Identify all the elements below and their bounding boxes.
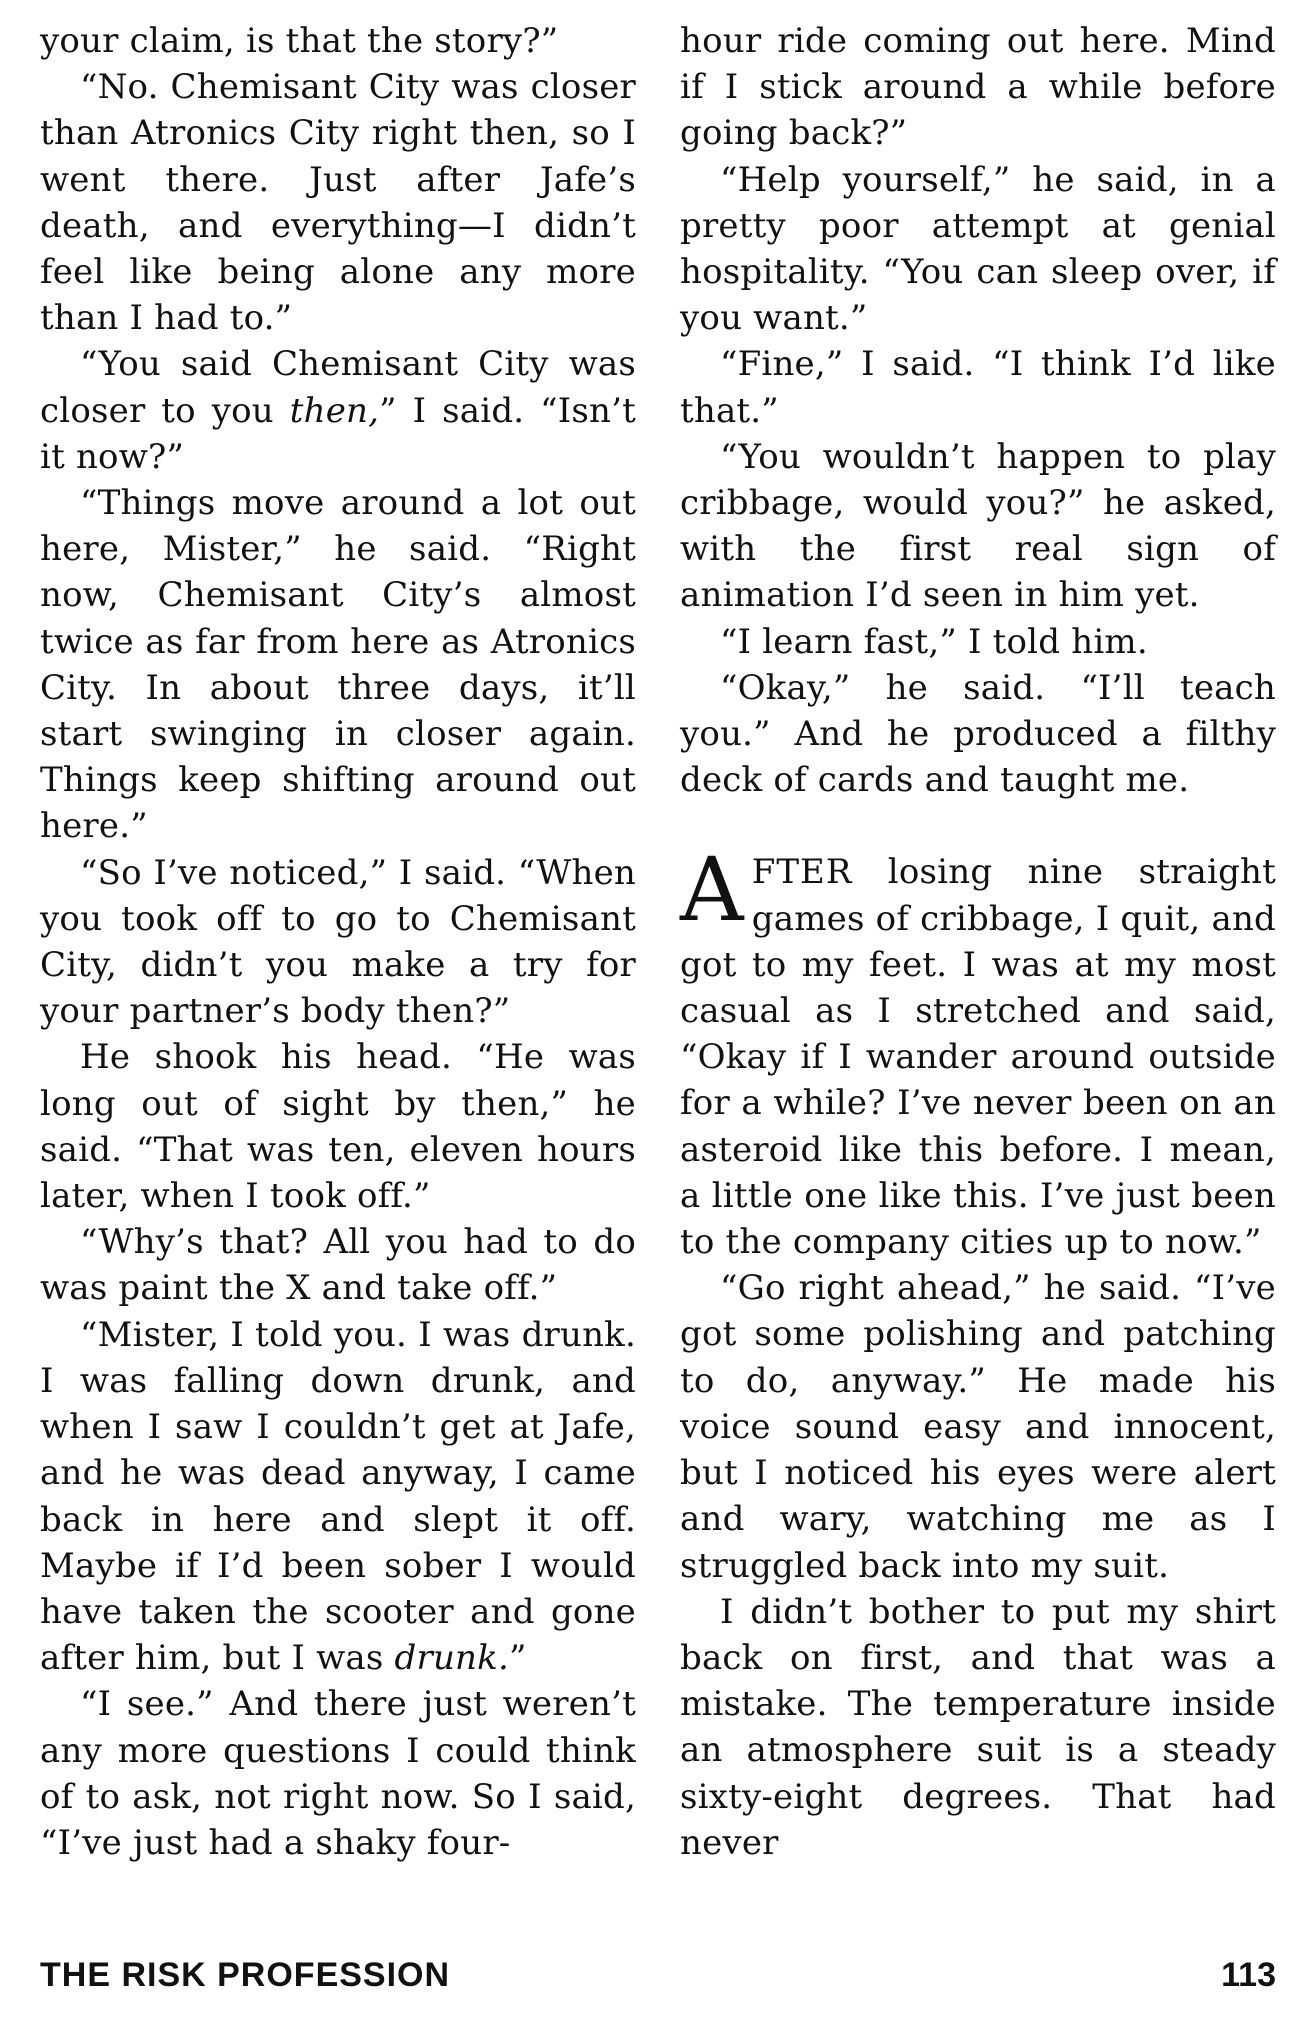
paragraph-text: “Mister, I told you. I was drunk. I was falling down drunk, and when I saw I couldn’t get at Jafe, and he was dead anyway, I came back in here and slept it off. Maybe if I’d been sober I would have taken the scooter and gone after him, but I was bbox=[40, 1314, 636, 1679]
paragraph-text: “No. Chemisant City was closer than Atronics City right then, so I went there. Just after Jafe’s death, and everything—I didn’t feel like being alone any more than I had to.” bbox=[40, 67, 636, 339]
paragraph bbox=[680, 18, 1276, 157]
paragraph-text: ” I said. “Isn’t it now?” bbox=[40, 390, 637, 477]
paragraph-text: “Go right ahead,” he said. “I’ve got some polishing and patching to do, anyway.” He made his voice sound easy and innocent, but I noticed his eyes were alert and wary, watching me as I struggled back into my suit. bbox=[680, 1268, 1276, 1586]
paragraph-text: “Help yourself,” he said, in a pretty poor attempt at genial hospitality. “You can sleep over, if you want.” bbox=[680, 159, 1276, 339]
paragraph bbox=[40, 1681, 636, 1866]
paragraph bbox=[680, 1589, 1276, 1866]
lead-in-caps: FTER bbox=[751, 852, 853, 893]
paragraph-text: “Why’s that? All you had to do was paint the X and take off.” bbox=[40, 1222, 636, 1309]
paragraph bbox=[680, 619, 1276, 665]
paragraph bbox=[40, 1312, 636, 1682]
paragraph-text: losing nine straight games of cribbage, I quit, and got to my feet. I was at my most casual as I stretched and said, “Okay if I wander around outside for a while? I’ve never been on an asteroid like this before. I mean, a little one like this. I’ve just been to the company cities up to now.” bbox=[680, 852, 1276, 1263]
paragraph-text: He shook his head. “He was long out of sight by then,” he said. “That was ten, eleven hours later, when I took off.” bbox=[40, 1037, 636, 1217]
paragraph-text: hour ride coming out here. Mind if I stick around a while before going back?” bbox=[680, 21, 1276, 154]
page-footer bbox=[40, 1950, 1276, 2000]
running-title: THE RISK PROFESSION bbox=[40, 1956, 451, 1994]
paragraph-text: “I see.” And there just weren’t any more questions I could think of to ask, not right now. So I said, “I’ve just had a shaky four- bbox=[40, 1684, 636, 1863]
paragraph bbox=[40, 18, 636, 64]
paragraph bbox=[680, 1265, 1276, 1588]
section-break bbox=[680, 803, 1276, 849]
paragraph-text: “I learn fast,” I told him. bbox=[720, 621, 1148, 662]
paragraph bbox=[40, 1034, 636, 1219]
left-text-column bbox=[40, 18, 636, 1866]
paragraph-text: “Things move around a lot out here, Mister,” he said. “Right now, Chemisant City’s almost twice as far from here as Atronics City. In about three days, it’ll start swinging in closer again. Things keep shifting around out here.” bbox=[40, 483, 636, 847]
paragraph-text: “You said Chemisant City was closer to you bbox=[40, 344, 636, 431]
paragraph-text: your claim, is that the story?” bbox=[40, 21, 559, 61]
page-number: 113 bbox=[1221, 1956, 1276, 1994]
paragraph-text: “So I’ve noticed,” I said. “When you took off to go to Chemisant City, didn’t you make a try for your partner’s body then?” bbox=[40, 852, 636, 1032]
drop-cap: A bbox=[680, 838, 744, 942]
paragraph bbox=[680, 157, 1276, 342]
paragraph bbox=[680, 341, 1276, 433]
paragraph-text: ” bbox=[508, 1638, 527, 1679]
paragraph-text: “You wouldn’t happen to play cribbage, would you?” he asked, with the first real sign of animation I’d seen in him yet. bbox=[680, 436, 1276, 616]
paragraph bbox=[40, 1219, 636, 1311]
paragraph bbox=[680, 434, 1276, 619]
paragraph bbox=[40, 341, 636, 480]
emphasis-text: then, bbox=[289, 390, 380, 431]
paragraph-text: I didn’t bother to put my shirt back on first, and that was a mistake. The temperature inside an atmosphere suit is a steady sixty-eight degrees. That had never bbox=[680, 1591, 1276, 1863]
section-opening-paragraph bbox=[680, 838, 1276, 1265]
emphasis-text: drunk. bbox=[394, 1638, 509, 1679]
paragraph-text: “Okay,” he said. “I’ll teach you.” And he produced a filthy deck of cards and taught me. bbox=[680, 667, 1276, 801]
paragraph bbox=[680, 665, 1276, 804]
paragraph-text: “Fine,” I said. “I think I’d like that.” bbox=[680, 344, 1276, 431]
paragraph bbox=[40, 850, 636, 1035]
paragraph bbox=[40, 480, 636, 850]
right-text-column bbox=[680, 18, 1276, 1866]
paragraph bbox=[40, 64, 636, 341]
